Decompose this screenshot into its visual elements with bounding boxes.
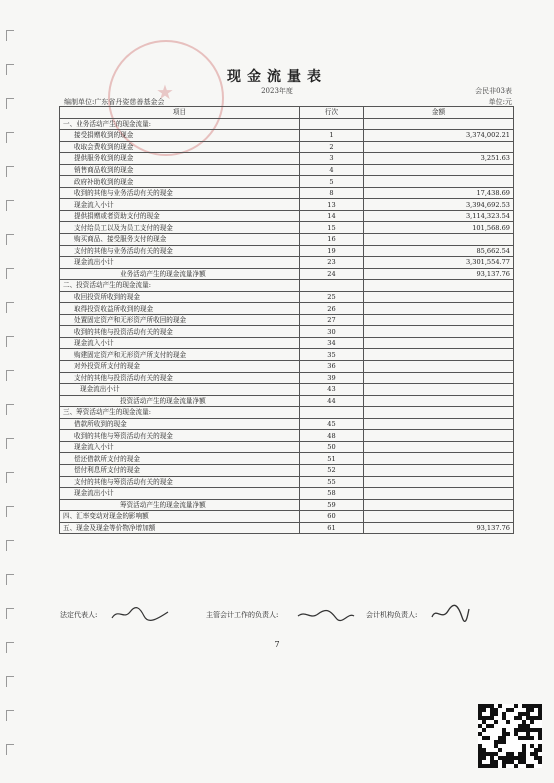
table-row bbox=[60, 199, 514, 211]
table-row bbox=[60, 176, 514, 188]
binding-mark bbox=[6, 438, 14, 449]
row-number: 61 bbox=[300, 522, 364, 534]
binding-mark bbox=[6, 234, 14, 245]
row-amount bbox=[364, 234, 514, 246]
currency-unit: 单位:元 bbox=[488, 98, 512, 106]
binding-mark bbox=[6, 166, 14, 177]
row-number: 39 bbox=[300, 372, 364, 384]
table-row bbox=[60, 361, 514, 373]
table-row bbox=[60, 141, 514, 153]
table-row bbox=[60, 522, 514, 534]
binding-mark bbox=[6, 608, 14, 619]
row-amount: 17,438.69 bbox=[364, 187, 514, 199]
row-amount bbox=[364, 418, 514, 430]
row-number: 27 bbox=[300, 314, 364, 326]
row-amount bbox=[364, 407, 514, 419]
table-row bbox=[60, 314, 514, 326]
row-label: 提供服务收到的现金 bbox=[60, 153, 300, 165]
table-row bbox=[60, 407, 514, 419]
table-header-row bbox=[60, 107, 514, 119]
row-number: 8 bbox=[300, 187, 364, 199]
table-row bbox=[60, 384, 514, 396]
row-label: 现金流入小计 bbox=[60, 441, 300, 453]
row-label: 支付的其他与投资活动有关的现金 bbox=[60, 372, 300, 384]
row-label: 收取会费收到的现金 bbox=[60, 141, 300, 153]
row-label: 政府补助收到的现金 bbox=[60, 176, 300, 188]
row-number: 15 bbox=[300, 222, 364, 234]
cash-flow-table-body bbox=[60, 118, 514, 534]
binding-mark bbox=[6, 30, 14, 41]
row-amount: 93,137.76 bbox=[364, 522, 514, 534]
table-row bbox=[60, 130, 514, 142]
table-row bbox=[60, 303, 514, 315]
table-row bbox=[60, 153, 514, 165]
table-row bbox=[60, 164, 514, 176]
table-row bbox=[60, 441, 514, 453]
table-row bbox=[60, 245, 514, 257]
binding-mark bbox=[6, 302, 14, 313]
seal-star-icon: ★ bbox=[156, 80, 174, 104]
row-amount bbox=[364, 488, 514, 500]
row-label: 支付的其他与业务活动有关的现金 bbox=[60, 245, 300, 257]
row-amount bbox=[364, 361, 514, 373]
table-row bbox=[60, 464, 514, 476]
table-row bbox=[60, 222, 514, 234]
row-amount bbox=[364, 395, 514, 407]
row-label: 借款所收到的现金 bbox=[60, 418, 300, 430]
row-label: 收回投资所收到的现金 bbox=[60, 291, 300, 303]
row-amount bbox=[364, 511, 514, 523]
table-row bbox=[60, 257, 514, 269]
cash-flow-table bbox=[59, 106, 514, 534]
row-number: 60 bbox=[300, 511, 364, 523]
row-number: 43 bbox=[300, 384, 364, 396]
row-number: 58 bbox=[300, 488, 364, 500]
row-label: 现金流出小计 bbox=[60, 488, 300, 500]
binding-mark bbox=[6, 132, 14, 143]
row-amount bbox=[364, 464, 514, 476]
row-label: 投资活动产生的现金流量净额 bbox=[60, 395, 300, 407]
table-row bbox=[60, 268, 514, 280]
row-number: 19 bbox=[300, 245, 364, 257]
row-amount: 3,114,323.54 bbox=[364, 210, 514, 222]
binding-mark bbox=[6, 472, 14, 483]
row-label: 三、筹资活动产生的现金流量: bbox=[60, 407, 300, 419]
row-amount bbox=[364, 499, 514, 511]
binding-mark bbox=[6, 540, 14, 551]
row-number: 3 bbox=[300, 153, 364, 165]
row-label: 支付给员工以及为员工支付的现金 bbox=[60, 222, 300, 234]
row-number: 26 bbox=[300, 303, 364, 315]
binding-mark bbox=[6, 574, 14, 585]
row-amount bbox=[364, 118, 514, 130]
page-number: 7 bbox=[274, 640, 280, 649]
row-amount bbox=[364, 303, 514, 315]
table-row bbox=[60, 118, 514, 130]
row-amount bbox=[364, 326, 514, 338]
row-amount: 3,394,692.53 bbox=[364, 199, 514, 211]
header-item: 项目 bbox=[60, 107, 300, 119]
row-label: 偿还借款所支付的现金 bbox=[60, 453, 300, 465]
row-label: 处置固定资产和无形资产所收回的现金 bbox=[60, 314, 300, 326]
row-amount bbox=[364, 337, 514, 349]
table-row bbox=[60, 337, 514, 349]
binding-mark bbox=[6, 200, 14, 211]
row-number: 1 bbox=[300, 130, 364, 142]
row-label: 现金流出小计 bbox=[60, 384, 300, 396]
table-row bbox=[60, 418, 514, 430]
qr-code-icon bbox=[478, 704, 542, 768]
report-year: 2023年度 bbox=[261, 87, 293, 95]
row-amount bbox=[364, 476, 514, 488]
binding-mark bbox=[6, 336, 14, 347]
row-number: 2 bbox=[300, 141, 364, 153]
row-amount bbox=[364, 291, 514, 303]
row-amount: 3,251.63 bbox=[364, 153, 514, 165]
row-amount: 101,568.69 bbox=[364, 222, 514, 234]
row-number: 59 bbox=[300, 499, 364, 511]
row-amount bbox=[364, 372, 514, 384]
row-label: 接受捐赠收到的现金 bbox=[60, 130, 300, 142]
row-number: 34 bbox=[300, 337, 364, 349]
legal-representative-signature bbox=[110, 606, 170, 625]
binding-mark bbox=[6, 744, 14, 755]
row-label: 取得投资收益所收到的现金 bbox=[60, 303, 300, 315]
row-number: 30 bbox=[300, 326, 364, 338]
table-row bbox=[60, 291, 514, 303]
row-number: 55 bbox=[300, 476, 364, 488]
row-amount bbox=[364, 280, 514, 292]
report-title: 现金流量表 bbox=[227, 69, 327, 85]
row-amount: 3,301,554.77 bbox=[364, 257, 514, 269]
row-label: 四、汇率变动对现金的影响额 bbox=[60, 511, 300, 523]
table-row bbox=[60, 499, 514, 511]
row-amount bbox=[364, 453, 514, 465]
table-row bbox=[60, 453, 514, 465]
row-number: 36 bbox=[300, 361, 364, 373]
row-label: 筹资活动产生的现金流量净额 bbox=[60, 499, 300, 511]
accounting-head-signature bbox=[296, 606, 356, 625]
row-label: 销售商品收到的现金 bbox=[60, 164, 300, 176]
binding-mark bbox=[6, 710, 14, 721]
row-label: 支付的其他与筹资活动有关的现金 bbox=[60, 476, 300, 488]
row-number: 4 bbox=[300, 164, 364, 176]
accounting-dept-head-signature bbox=[430, 603, 470, 626]
table-row bbox=[60, 349, 514, 361]
row-amount bbox=[364, 430, 514, 442]
row-label: 提供捐赠或者资助支付的现金 bbox=[60, 210, 300, 222]
row-label: 收到的其他与业务活动有关的现金 bbox=[60, 187, 300, 199]
row-label: 对外投资所支付的现金 bbox=[60, 361, 300, 373]
table-row bbox=[60, 476, 514, 488]
row-number bbox=[300, 118, 364, 130]
row-label: 收到的其他与投资活动有关的现金 bbox=[60, 326, 300, 338]
table-row bbox=[60, 326, 514, 338]
row-label: 五、现金及现金等价物净增加额 bbox=[60, 522, 300, 534]
binding-mark bbox=[6, 506, 14, 517]
row-amount bbox=[364, 141, 514, 153]
row-number: 52 bbox=[300, 464, 364, 476]
accounting-head-label: 主管会计工作的负责人: bbox=[206, 611, 279, 619]
row-label: 业务活动产生的现金流量净额 bbox=[60, 268, 300, 280]
row-label: 现金流入小计 bbox=[60, 337, 300, 349]
header-amount: 金额 bbox=[364, 107, 514, 119]
row-amount bbox=[364, 314, 514, 326]
header-row-number: 行次 bbox=[300, 107, 364, 119]
row-number: 51 bbox=[300, 453, 364, 465]
table-row bbox=[60, 372, 514, 384]
row-amount bbox=[364, 441, 514, 453]
row-number: 50 bbox=[300, 441, 364, 453]
binding-mark bbox=[6, 676, 14, 687]
row-amount bbox=[364, 384, 514, 396]
row-number: 44 bbox=[300, 395, 364, 407]
accounting-dept-head-label: 会计机构负责人: bbox=[366, 611, 418, 619]
table-row bbox=[60, 187, 514, 199]
row-number: 14 bbox=[300, 210, 364, 222]
table-row bbox=[60, 511, 514, 523]
row-number: 13 bbox=[300, 199, 364, 211]
row-amount bbox=[364, 176, 514, 188]
binding-mark bbox=[6, 370, 14, 381]
table-row bbox=[60, 488, 514, 500]
row-label: 现金流入小计 bbox=[60, 199, 300, 211]
row-number: 24 bbox=[300, 268, 364, 280]
row-amount: 93,137.76 bbox=[364, 268, 514, 280]
row-number: 48 bbox=[300, 430, 364, 442]
table-row bbox=[60, 210, 514, 222]
organization-name: 编制单位:广东省丹姿慈善基金会 bbox=[64, 98, 165, 106]
form-code: 会民非03表 bbox=[475, 87, 512, 95]
binding-mark bbox=[6, 98, 14, 109]
row-label: 收到的其他与筹资活动有关的现金 bbox=[60, 430, 300, 442]
row-amount bbox=[364, 164, 514, 176]
table-row bbox=[60, 395, 514, 407]
row-number bbox=[300, 407, 364, 419]
row-number: 25 bbox=[300, 291, 364, 303]
row-number bbox=[300, 280, 364, 292]
table-row bbox=[60, 234, 514, 246]
row-number: 45 bbox=[300, 418, 364, 430]
table-row bbox=[60, 280, 514, 292]
row-amount: 85,662.54 bbox=[364, 245, 514, 257]
binding-mark bbox=[6, 268, 14, 279]
legal-representative-label: 法定代表人: bbox=[60, 611, 98, 619]
row-label: 偿付利息所支付的现金 bbox=[60, 464, 300, 476]
row-number: 35 bbox=[300, 349, 364, 361]
row-label: 购建固定资产和无形资产所支付的现金 bbox=[60, 349, 300, 361]
row-label: 购买商品、接受服务支付的现金 bbox=[60, 234, 300, 246]
row-number: 5 bbox=[300, 176, 364, 188]
binding-mark bbox=[6, 404, 14, 415]
row-label: 二、投资活动产生的现金流量: bbox=[60, 280, 300, 292]
row-number: 16 bbox=[300, 234, 364, 246]
row-number: 23 bbox=[300, 257, 364, 269]
row-amount bbox=[364, 349, 514, 361]
row-amount: 3,374,002.21 bbox=[364, 130, 514, 142]
row-label: 现金流出小计 bbox=[60, 257, 300, 269]
table-row bbox=[60, 430, 514, 442]
row-label: 一、业务活动产生的现金流量: bbox=[60, 118, 300, 130]
